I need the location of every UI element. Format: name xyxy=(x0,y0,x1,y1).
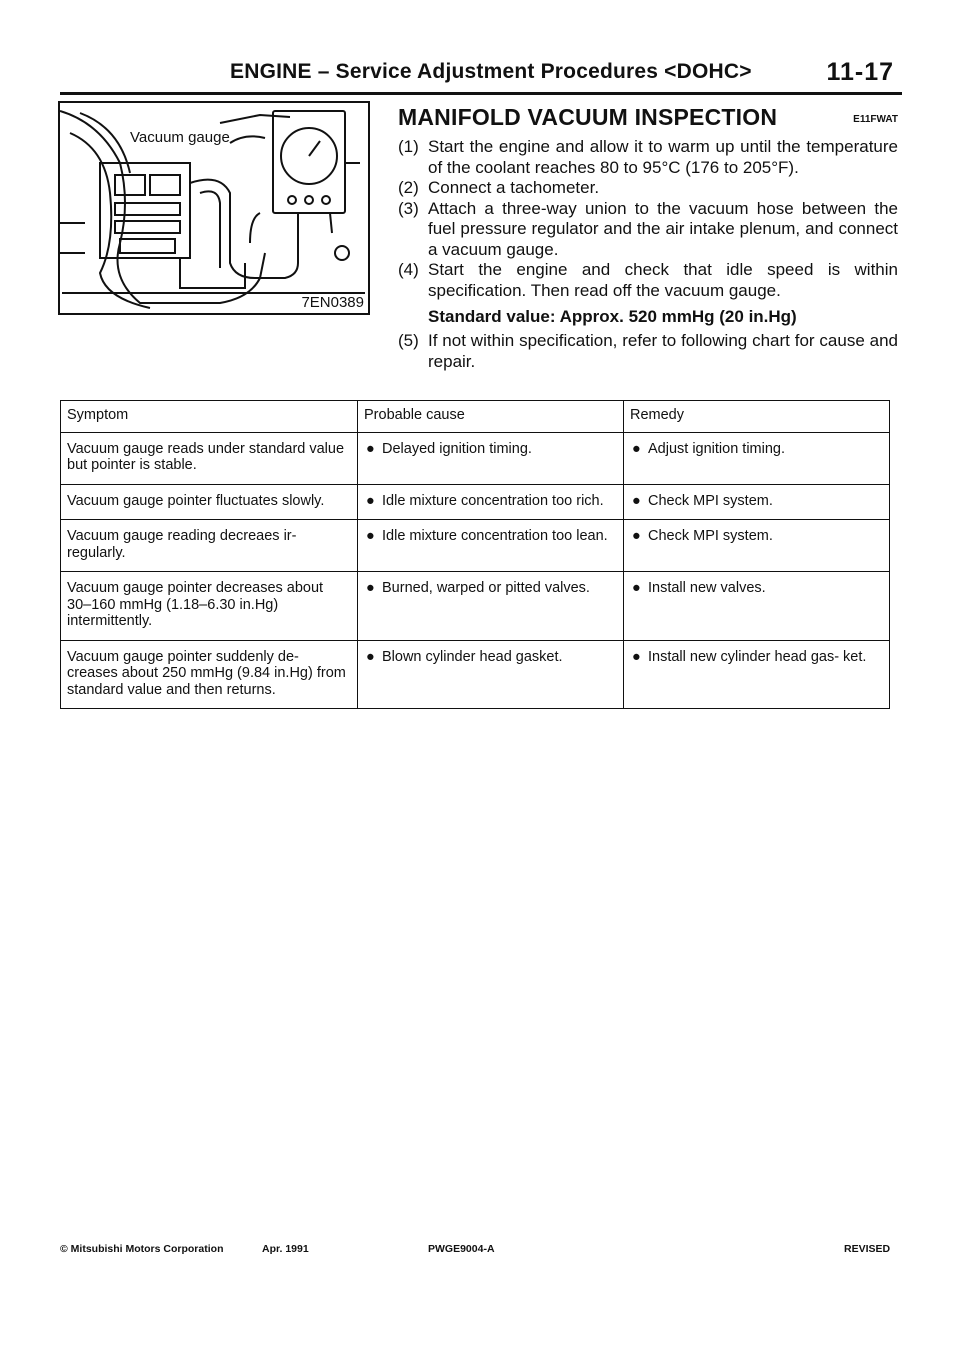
symptom-cell: Vacuum gauge pointer decreases about 30–160 mmHg (1.18–6.30 in.Hg) intermittently. xyxy=(61,572,358,641)
symptom-cell: Vacuum gauge reads under standard value but pointer is stable. xyxy=(61,432,358,484)
table-row xyxy=(61,484,890,520)
step-item: (3) Attach a three-way union to the vacuum hose between the fuel pressure regulator and the air intake plenum, and connect a vacuum gauge. xyxy=(398,198,898,259)
symptom-cell: Vacuum gauge reading decreaes ir- regularly. xyxy=(61,520,358,572)
table-row xyxy=(61,640,890,709)
troubleshooting-table xyxy=(60,400,890,709)
footer-copyright: © Mitsubishi Motors Corporation xyxy=(60,1243,224,1255)
remedy-cell: ● Adjust ignition timing. xyxy=(624,432,890,484)
section-title: MANIFOLD VACUUM INSPECTION xyxy=(398,104,778,130)
remedy-cell: ● Install new valves. xyxy=(624,572,890,641)
footer-doc-code: PWGE9004-A xyxy=(428,1243,495,1255)
step-item: (5) If not within specification, refer to following chart for cause and repair. xyxy=(398,331,898,371)
remedy-cell: ● Check MPI system. xyxy=(624,484,890,520)
procedure-steps xyxy=(398,137,898,301)
cause-cell: ● Idle mixture concentration too lean. xyxy=(358,520,624,572)
cause-cell: ● Idle mixture concentration too rich. xyxy=(358,484,624,520)
remedy-cell: ● Install new cylinder head gas- ket. xyxy=(624,640,890,709)
figure-code: 7EN0389 xyxy=(301,294,364,311)
header-remedy: Remedy xyxy=(624,401,890,433)
cause-cell: ● Delayed ignition timing. xyxy=(358,432,624,484)
vacuum-gauge-illustration xyxy=(58,101,370,315)
step-item: (2) Connect a tachometer. xyxy=(398,178,600,197)
page-number: 11-17 xyxy=(826,58,894,86)
standard-value: Standard value: Approx. 520 mmHg (20 in.Hg) xyxy=(428,307,797,326)
step-item: (4) Start the engine and check that idle speed is within specification. Then read off the vacuum gauge. xyxy=(398,260,898,300)
page-header xyxy=(60,58,902,95)
header-probable-cause: Probable cause xyxy=(358,401,624,433)
cause-cell: ● Blown cylinder head gasket. xyxy=(358,640,624,709)
table-header-row xyxy=(61,401,890,433)
cause-cell: ● Burned, warped or pitted valves. xyxy=(358,572,624,641)
table-row xyxy=(61,432,890,484)
symptom-cell: Vacuum gauge pointer fluctuates slowly. xyxy=(61,484,358,520)
remedy-cell: ● Check MPI system. xyxy=(624,520,890,572)
section-code: E11FWAT xyxy=(853,114,898,125)
footer-status: REVISED xyxy=(844,1243,891,1255)
procedure-steps-cont xyxy=(398,331,898,372)
symptom-cell: Vacuum gauge pointer suddenly de- creases about 250 mmHg (9.84 in.Hg) from standard value and then returns. xyxy=(61,640,358,709)
header-symptom: Symptom xyxy=(61,401,358,433)
footer-date: Apr. 1991 xyxy=(262,1243,309,1255)
table-row xyxy=(61,520,890,572)
figure-label: Vacuum gauge xyxy=(130,129,230,146)
table-row xyxy=(61,572,890,641)
inspection-section xyxy=(398,104,898,372)
header-title: ENGINE – Service Adjustment Procedures <DOHC> xyxy=(230,60,752,83)
step-item: (1) Start the engine and allow it to warm up until the temperature of the coolant reaches 80 to 95°C (176 to 205°F). xyxy=(398,137,898,177)
